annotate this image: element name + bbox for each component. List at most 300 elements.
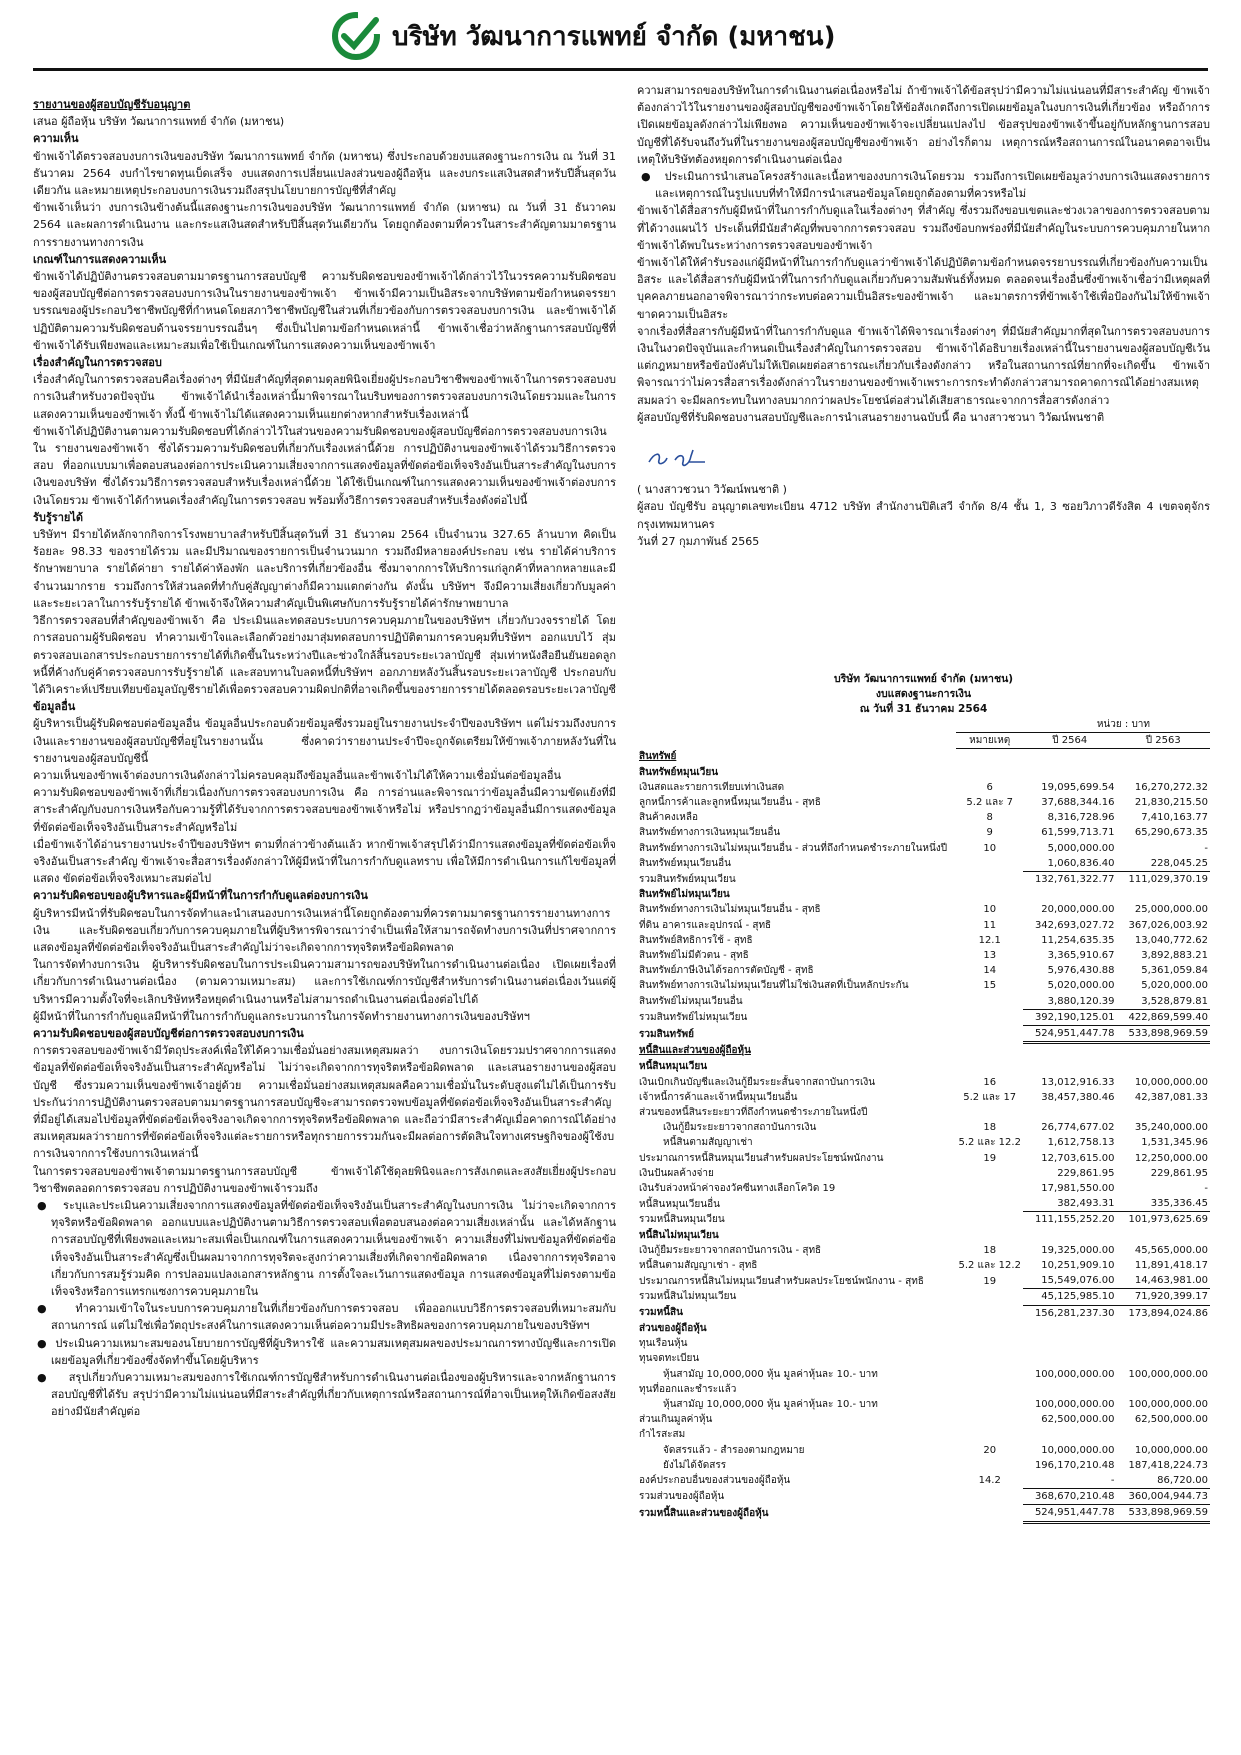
fs-row-note — [956, 1181, 1022, 1196]
fs-row-2563: 367,026,003.92 — [1128, 919, 1208, 931]
fs-row-note — [956, 1026, 1022, 1043]
fs-row — [637, 948, 1210, 963]
fs-row-note — [956, 1321, 1022, 1336]
fs-row-2564: 1,612,758.13 — [1047, 1137, 1115, 1149]
fs-row-2563: 16,270,272.32 — [1134, 781, 1208, 793]
fs-row-2563: 3,892,883.21 — [1141, 950, 1208, 962]
fs-row-label: สินทรัพย์สิทธิการใช้ - สุทธิ — [639, 934, 753, 946]
fs-row-note — [956, 1009, 1022, 1025]
fs-row-label: ส่วนของผู้ถือหุ้น — [639, 1322, 707, 1334]
addressee: เสนอ ผู้ถือหุ้น บริษัท วัฒนาการแพทย์ จำกัด (มหาชน) — [33, 115, 285, 129]
fs-row — [637, 1427, 1210, 1442]
fs-row — [637, 1273, 1210, 1289]
column-header-row — [637, 733, 1210, 749]
fs-row — [637, 1443, 1210, 1458]
fs-row-2563: 101,973,625.69 — [1116, 1212, 1210, 1228]
fs-row-label: สินทรัพย์ไม่หมุนเวียน — [639, 889, 730, 901]
fs-row-2564 — [1023, 1043, 1117, 1060]
fs-row-note — [956, 1305, 1022, 1321]
fs-row-2563: 229,861.95 — [1150, 1167, 1208, 1179]
fs-row-2564: 20,000,000.00 — [1041, 904, 1115, 916]
fs-row — [637, 1196, 1210, 1212]
fs-row-2564: 524,951,447.78 — [1023, 1505, 1117, 1522]
fs-row-note — [956, 1458, 1022, 1473]
fs-row-label: ประมาณการหนี้สินหมุนเวียนสำหรับผลประโยชน์พนักงาน — [639, 1152, 884, 1164]
page-header — [0, 0, 1241, 70]
fs-row-2564 — [1023, 1336, 1117, 1351]
fs-row-2563: 173,894,024.86 — [1116, 1305, 1210, 1321]
fs-row-label: เงินเบิกเกินบัญชีและเงินกู้ยืมระยะสั้นจากสถาบันการเงิน — [639, 1076, 876, 1088]
management-paragraph: ผู้มีหน้าที่ในการกำกับดูแลมีหน้าที่ในการกำกับดูแลกระบวนการในการจัดทำรายงานทางการเงินของบริษัทฯ — [33, 1009, 530, 1023]
fs-row-label: ทุนจดทะเบียน — [639, 1353, 700, 1365]
fs-row — [637, 1075, 1210, 1090]
fs-row — [637, 994, 1210, 1010]
fs-row-2564: 100,000,000.00 — [1034, 1368, 1115, 1380]
fs-row — [637, 963, 1210, 978]
fs-row-2564: 10,251,909.10 — [1041, 1260, 1115, 1272]
fs-row-2563 — [1116, 749, 1210, 765]
fs-row-note: 5.2 และ 12.2 — [958, 1260, 1021, 1272]
fs-row-note: 14.2 — [978, 1475, 1001, 1487]
fs-row — [637, 1105, 1210, 1120]
fs-row-2563: 335,336.45 — [1150, 1198, 1208, 1210]
fs-row-2563: 12,250,000.00 — [1134, 1152, 1208, 1164]
fs-row-note: 5.2 และ 12.2 — [958, 1137, 1021, 1149]
fs-row-2564: 382,493.31 — [1057, 1198, 1115, 1210]
fs-row-2563 — [1116, 1382, 1210, 1397]
fs-row-note: 8 — [986, 812, 993, 824]
fs-row-label: สินทรัพย์ไม่มีตัวตน - สุทธิ — [639, 950, 749, 962]
fs-row-2564 — [1023, 1351, 1117, 1366]
fs-row-note — [956, 1212, 1022, 1228]
auditor-report-left-column — [33, 96, 616, 1421]
fs-row-2563 — [1116, 1228, 1210, 1243]
fs-row-2563: 21,830,215.50 — [1134, 797, 1208, 808]
fs-row-label: สินทรัพย์ภาษีเงินได้รอการตัดบัญชี - สุทธิ — [639, 965, 814, 977]
fs-row-2564: 524,951,447.78 — [1023, 1026, 1117, 1043]
unit-row — [637, 717, 1210, 733]
fs-row-label: หนี้สินตามสัญญาเช่า - สุทธิ — [639, 1260, 758, 1272]
fs-row-note — [956, 1166, 1022, 1181]
fs-row — [637, 1135, 1210, 1150]
fs-row-2563: 25,000,000.00 — [1134, 904, 1208, 916]
fs-row — [637, 749, 1210, 765]
other-information-heading: ข้อมูลอื่น — [33, 700, 76, 714]
fs-row-2564: 3,880,120.39 — [1047, 995, 1115, 1007]
fs-row-label: หนี้สินตามสัญญาเช่า — [663, 1137, 753, 1149]
fs-row-label: เจ้าหนี้การค้าและเจ้าหนี้หมุนเวียนอื่น — [639, 1091, 798, 1103]
fs-row-2563: 35,240,000.00 — [1134, 1122, 1208, 1134]
fs-row-label: ทุนเรือนหุ้น — [639, 1338, 688, 1350]
fs-row-note: 10 — [983, 904, 997, 916]
fs-row-note: 14 — [983, 965, 997, 977]
fs-row-note — [956, 1427, 1022, 1442]
fs-row-note: 9 — [986, 827, 993, 839]
fs-row-note — [956, 856, 1022, 872]
fs-row-2563: 62,500,000.00 — [1134, 1414, 1208, 1426]
fs-row-2563: 533,898,969.59 — [1116, 1505, 1210, 1522]
fs-row-2563: 14,463,981.00 — [1134, 1275, 1208, 1287]
fs-row-2564: 368,670,210.48 — [1023, 1489, 1117, 1505]
fs-row-label: สินทรัพย์ทางการเงินไม่หมุนเวียนอื่น - สุทธิ — [639, 904, 821, 916]
fs-row — [637, 1166, 1210, 1181]
fs-row-label: สินทรัพย์ทางการเงินไม่หมุนเวียนที่ไม่ใช่เงินสดที่เป็นหลักประกัน — [639, 980, 909, 992]
fs-row-label: หนี้สินหมุนเวียนอื่น — [639, 1198, 720, 1210]
fs-row-label: หนี้สินไม่หมุนเวียน — [639, 1229, 719, 1241]
fs-row-2564: 196,170,210.48 — [1034, 1459, 1115, 1471]
auditor-responsibility-heading: ความรับผิดชอบของผู้สอบบัญชีต่อการตรวจสอบงบการเงิน — [33, 1026, 304, 1040]
fs-row-label: เงินกู้ยืมระยะยาวจากสถาบันการเงิน — [663, 1122, 817, 1134]
fs-row-2563: 10,000,000.00 — [1134, 1444, 1208, 1456]
fs-row-2564: 13,012,916.33 — [1041, 1076, 1115, 1088]
fs-row-note — [956, 749, 1022, 765]
fs-row-label: รวมหนี้สิน — [639, 1307, 683, 1319]
fs-row-label: เงินรับล่วงหน้าค่าจองวัคซีนทางเลือกโควิด 19 — [639, 1183, 836, 1195]
fs-row-note — [956, 1289, 1022, 1305]
fs-row — [637, 1336, 1210, 1351]
fs-row — [637, 841, 1210, 856]
balance-sheet-table — [637, 717, 1210, 1524]
fs-row-label: สินทรัพย์ทางการเงินหมุนเวียนอื่น — [639, 827, 781, 839]
fs-row-2563: 11,891,418.17 — [1134, 1260, 1208, 1272]
basis-paragraph: ข้าพเจ้าได้ปฏิบัติงานตรวจสอบตามมาตรฐานการสอบบัญชี ความรับผิดชอบของข้าพเจ้าได้กล่าวไว้ในวรรคความรับผิดชอบของผู้สอบบัญชีต่อการตรวจสอบงบการเงินในรายงานของข้าพเจ้า ข้าพเจ้ามีความเป็นอิสระจากบริษัทตามข้อกำหนดจรรยาบรรณของผู้ประกอบวิชาชีพบัญชีที่กำหนดโดยสภาวิชาชีพบัญชีในส่วนที่เกี่ยวข้องกับการตรวจสอบงบการเงิน และข้าพเจ้าได้ปฏิบัติตามความรับผิดชอบด้านจรรยาบรรณอื่นๆ ซึ่งเป็นไปตามข้อกำหนดเหล่านี้ ข้าพเจ้าเชื่อว่าหลักฐานการสอบบัญชีที่ข้าพเจ้าได้รับเพียงพอและเหมาะสมเพื่อใช้เป็นเกณฑ์ในการแสดงความเห็นของข้าพเจ้า — [33, 270, 616, 352]
fs-row — [637, 933, 1210, 948]
fs-row-2564: 19,095,699.54 — [1041, 781, 1115, 793]
fs-row-2563: 422,869,599.40 — [1116, 1009, 1210, 1025]
fs-row-2563: 7,410,163.77 — [1141, 812, 1208, 824]
fs-row-2564: 132,761,322.77 — [1023, 872, 1117, 888]
fs-row-note: 20 — [983, 1444, 997, 1456]
signature-block — [637, 440, 1210, 550]
fs-row-note: 12.1 — [978, 934, 1001, 946]
fs-row-2564 — [1023, 1321, 1117, 1336]
opinion-heading: ความเห็น — [33, 132, 79, 146]
fs-row — [637, 780, 1210, 795]
fs-row-2563: 13,040,772.62 — [1134, 934, 1208, 946]
fs-row-2564 — [1023, 1382, 1117, 1397]
fs-row-2564: 8,316,728.96 — [1047, 812, 1115, 824]
fs-row-2564: 11,254,635.35 — [1041, 934, 1115, 946]
engagement-partner: ผู้สอบบัญชีที่รับผิดชอบงานสอบบัญชีและการนำเสนอรายงานฉบับนี้ คือ นางสาวชวนา วิวัฒน์พนชาติ — [637, 410, 1105, 424]
fs-row-2564: 38,457,380.46 — [1041, 1091, 1115, 1103]
fs-row — [637, 1473, 1210, 1489]
fs-row — [637, 1489, 1210, 1505]
fs-row-note — [956, 887, 1022, 902]
auditor-paragraph: การตรวจสอบของข้าพเจ้ามีวัตถุประสงค์เพื่อให้ได้ความเชื่อมั่นอย่างสมเหตุสมผลว่า งบการเงินโดยรวมปราศจากการแสดงข้อมูลที่ขัดต่อข้อเท็จจริงอันเป็นสาระสำคัญหรือไม่ ไม่ว่าจะเกิดจากการทุจริตหรือข้อผิดพลาด และเสนอรายงานของผู้สอบบัญชี ซึ่งรวมความเห็นของข้าพเจ้าอยู่ด้วย ความเชื่อมั่นอย่างสมเหตุสมผลคือความเชื่อมั่นในระดับสูงแต่ไม่ได้เป็นการรับประกันว่าการปฏิบัติงานตรวจสอบตามมาตรฐานการสอบบัญชีจะสามารถตรวจพบข้อมูลที่ขัดต่อข้อเท็จจริงอันเป็นสาระสำคัญที่มีอยู่ได้เสมอไปข้อมูลที่ขัดต่อข้อเท็จจริงอาจเกิดจากการทุจริตหรือข้อผิดพลาด และถือว่ามีสาระสำคัญเมื่อคาดการณ์ได้อย่างสมเหตุสมผลว่ารายการที่ขัดต่อข้อเท็จจริงแต่ละรายการหรือทุกรายการรวมกันจะมีผลต่อการตัดสินใจทางเศรษฐกิจของผู้ใช้งบการเงินจากการใช้งบการเงินเหล่านี้ — [33, 1044, 616, 1161]
fs-row — [637, 1258, 1210, 1273]
fs-row-label: สินทรัพย์หมุนเวียนอื่น — [639, 858, 731, 870]
management-responsibility-heading: ความรับผิดชอบของผู้บริหารและผู้มีหน้าที่ในการกำกับดูแลต่องบการเงิน — [33, 889, 368, 903]
fs-row — [637, 1367, 1210, 1382]
fs-row-label: สินค้าคงเหลือ — [639, 812, 698, 824]
fs-row — [637, 795, 1210, 810]
fs-row — [637, 1305, 1210, 1321]
fs-row-2563 — [1116, 1059, 1210, 1074]
company-logo-icon — [330, 10, 382, 62]
fs-row-note — [956, 1397, 1022, 1412]
fs-row-2563: - — [1204, 842, 1208, 854]
fs-row-2563 — [1116, 1105, 1210, 1120]
fs-row-label: กำไรสะสม — [639, 1429, 686, 1441]
fs-row-label: สินทรัพย์ไม่หมุนเวียนอื่น — [639, 995, 743, 1007]
fs-row-note — [956, 1196, 1022, 1212]
revenue-heading: รับรู้รายได้ — [33, 510, 84, 524]
fs-row — [637, 1026, 1210, 1043]
fs-row-2564 — [1023, 1059, 1117, 1074]
fs-row-2564: 26,774,677.02 — [1041, 1122, 1115, 1134]
fs-row-2564: 342,693,027.72 — [1034, 919, 1115, 931]
fs-row-label: ทุนที่ออกและชำระแล้ว — [639, 1383, 737, 1395]
fs-row-label: หนี้สินและส่วนของผู้ถือหุ้น — [639, 1045, 751, 1057]
fs-row-2564: 392,190,125.01 — [1023, 1009, 1117, 1025]
fs-row-label: รวมหนี้สินหมุนเวียน — [639, 1214, 725, 1226]
auditor-signature — [645, 444, 715, 472]
fs-row — [637, 1412, 1210, 1427]
fs-row-note — [956, 994, 1022, 1010]
fs-row-2564: 37,688,344.16 — [1041, 797, 1115, 808]
col-2563-header: ปี 2563 — [1116, 733, 1210, 749]
fs-row-2564: 229,861.95 — [1057, 1167, 1115, 1179]
other-info-paragraph: ผู้บริหารเป็นผู้รับผิดชอบต่อข้อมูลอื่น ข้อมูลอื่นประกอบด้วยข้อมูลซึ่งรวมอยู่ในรายงานประจำปีของบริษัทฯ แต่ไม่รวมถึงงบการเงินและรายงานของผู้สอบบัญชีที่อยู่ในรายงานนั้น ซึ่งคาดว่ารายงานประจำปีจะถูกจัดเตรียมให้ข้าพเจ้าภายหลังวันที่ในรายงานของผู้สอบบัญชีนี้ — [33, 717, 616, 765]
fs-row — [637, 1289, 1210, 1305]
fs-title: งบแสดงฐานะการเงิน — [875, 688, 972, 700]
fs-row-label: องค์ประกอบอื่นของส่วนของผู้ถือหุ้น — [639, 1475, 791, 1487]
fs-row-label: รวมหนี้สินไม่หมุนเวียน — [639, 1291, 737, 1303]
fs-row-note — [956, 1505, 1022, 1522]
fs-row-2564: 61,599,713.71 — [1041, 827, 1115, 839]
key-audit-matters-heading: เรื่องสำคัญในการตรวจสอบ — [33, 356, 162, 370]
fs-row-note — [956, 1382, 1022, 1397]
bullet-item: ● ทำความเข้าใจในระบบการควบคุมภายในที่เกี่ยวข้องกับการตรวจสอบ เพื่อออกแบบวิธีการตรวจสอบที่เหมาะสมกับสถานการณ์ แต่ไม่ใช่เพื่อวัตถุประสงค์ในการแสดงความเห็นต่อความมีประสิทธิผลของการควบคุมภายในของบริษัทฯ — [37, 1302, 616, 1333]
fs-row-note: 18 — [983, 1122, 997, 1134]
fs-row-note: 5.2 และ 17 — [963, 1091, 1017, 1103]
fs-row — [637, 1321, 1210, 1336]
fs-row-2563: 1,531,345.96 — [1141, 1137, 1208, 1149]
fs-row-2564: 45,125,985.10 — [1023, 1289, 1117, 1305]
fs-row-2563: 3,528,879.81 — [1141, 995, 1208, 1007]
fs-row — [637, 1181, 1210, 1196]
fs-row-note — [956, 1367, 1022, 1382]
fs-row-2564: 156,281,237.30 — [1023, 1305, 1117, 1321]
management-paragraph: ผู้บริหารมีหน้าที่รับผิดชอบในการจัดทำและนำเสนองบการเงินเหล่านี้โดยถูกต้องตามที่ควรตามมาตรฐานการรายงานทางการเงิน และรับผิดชอบเกี่ยวกับการควบคุมภายในที่ผู้บริหารพิจารณาว่าจำเป็นเพื่อให้สามารถจัดทำงบการเงินที่ปราศจากการแสดงข้อมูลที่ขัดต่อข้อเท็จจริงอันเป็นสาระสำคัญไม่ว่าจะเกิดจากการทุจริตหรือข้อผิดพลาด — [33, 906, 616, 954]
fs-date: ณ วันที่ 31 ธันวาคม 2564 — [859, 703, 988, 715]
revenue-paragraph: บริษัทฯ มีรายได้หลักจากกิจการโรงพยาบาลสำหรับปีสิ้นสุดวันที่ 31 ธันวาคม 2564 เป็นจำนวน 327.65 ล้านบาท คิดเป็นร้อยละ 98.33 ของรายได้รวม และมีปริมาณของรายการเป็นจำนวนมาก รวมถึงมีหลายองค์ประกอบ เช่น รายได้ค่าบริการรักษาพยาบาล รายได้ค่ายา รายได้ค่าห้องพัก และบริการที่เกี่ยวข้องอื่น ซึ่งมาจากการให้บริการแก่ลูกค้าที่หลากหลายและมีจำนวนมากราย รวมถึงการให้ส่วนลดที่ทำกับคู่สัญญาต่างก็มีความแตกต่างกัน ดังนั้น บริษัทฯ จึงมีความเสี่ยงเกี่ยวกับมูลค่าและระยะเวลาในการรับรู้รายได้ ข้าพเจ้าจึงให้ความสำคัญเป็นพิเศษกับการรับรู้รายได้ค่ารักษาพยาบาล — [33, 528, 616, 610]
fs-row-label: หุ้นสามัญ 10,000,000 หุ้น มูลค่าหุ้นละ 10.- บาท — [663, 1368, 878, 1380]
fs-row — [637, 1505, 1210, 1522]
auditor-paragraph: ในการตรวจสอบของข้าพเจ้าตามมาตรฐานการสอบบัญชี ข้าพเจ้าได้ใช้ดุลยพินิจและการสังเกตและสงสัยเยี่ยงผู้ประกอบวิชาชีพตลอดการตรวจสอบ การปฏิบัติงานของข้าพเจ้ารวมถึง — [33, 1164, 616, 1195]
fs-row-2563 — [1116, 1351, 1210, 1366]
opinion-paragraph: ข้าพเจ้าเห็นว่า งบการเงินข้างต้นนี้แสดงฐานะการเงินของบริษัท วัฒนาการแพทย์ จำกัด (มหาชน) ณ วันที่ 31 ธันวาคม 2564 และผลการดำเนินงาน และกระแสเงินสดสำหรับปีสิ้นสุดวันเดียวกัน โดยถูกต้องตามที่ควรในสาระสำคัญตามมาตรฐานการรายงานทางการเงิน — [33, 201, 616, 249]
fs-row-2564 — [1023, 1427, 1117, 1442]
revenue-paragraph: วิธีการตรวจสอบที่สำคัญของข้าพเจ้า คือ ประเมินและทดสอบระบบการควบคุมภายในของบริษัทฯ เกี่ยวกับวงจรรายได้ โดยการสอบถามผู้รับผิดชอบ ทำความเข้าใจและเลือกตัวอย่างมาสุ่มทดสอบการปฏิบัติตามการควบคุมที่บริษัทฯ ออกแบบไว้ สุ่มตรวจสอบเอกสารประกอบรายการรายได้ที่เกิดขึ้นในระหว่างปีและช่วงใกล้สิ้นรอบระยะเวลาบัญชี สุ่มเท่าหนังสือยืนยันยอดลูกหนี้ที่ค้างกับคู่ค้าตรวจสอบการรับรู้รายได้ และสอบทานใบลดหนี้ที่บริษัทฯ ออกภายหลังวันสิ้นรอบระยะเวลาบัญชี ประกอบกับได้วิเคราะห์เปรียบเทียบข้อมูลบัญชีรายได้เพื่อตรวจสอบความผิดปกติที่อาจเกิดขึ้นของรายการรายได้ตลอดรอบระยะเวลาบัญชี — [33, 614, 616, 696]
fs-row-2563: 45,565,000.00 — [1134, 1244, 1208, 1256]
fs-row — [637, 1151, 1210, 1166]
fs-row — [637, 1043, 1210, 1060]
fs-row — [637, 1397, 1210, 1412]
fs-row-2563: 360,004,944.73 — [1116, 1489, 1210, 1505]
fs-row-note: 6 — [986, 781, 993, 793]
fs-row-note: 16 — [983, 1076, 997, 1088]
fs-row-2564: 17,981,550.00 — [1041, 1183, 1115, 1195]
bullet-item: ● ระบุและประเมินความเสี่ยงจากการแสดงข้อมูลที่ขัดต่อข้อเท็จจริงอันเป็นสาระสำคัญในงบการเงิน ไม่ว่าจะเกิดจากการทุจริตหรือข้อผิดพลาด ออกแบบและปฏิบัติงานตามวิธีการตรวจสอบเพื่อตอบสนองต่อความเสี่ยงเหล่านั้น และได้หลักฐานการสอบบัญชีที่เพียงพอและเหมาะสมเพื่อเป็นเกณฑ์ในการแสดงความเห็นของข้าพเจ้า ความเสี่ยงที่ไม่พบข้อมูลที่ขัดต่อข้อเท็จจริงอันเป็นสาระสำคัญซึ่งเป็นผลมาจากการทุจริตจะสูงกว่าความเสี่ยงที่เกิดจากข้อผิดพลาด เนื่องจากการทุจริตอาจเกี่ยวกับการสมรู้ร่วมคิด การปลอมแปลงเอกสารหลักฐาน การตั้งใจละเว้นการแสดงข้อมูล การแสดงข้อมูลที่ไม่ตรงตามข้อเท็จจริงหรือการแทรกแซงการควบคุมภายใน — [37, 1199, 616, 1299]
fs-row-label: ลูกหนี้การค้าและลูกหนี้หมุนเวียนอื่น - สุทธิ — [639, 797, 821, 808]
opinion-paragraph: ข้าพเจ้าได้ตรวจสอบงบการเงินของบริษัท วัฒนาการแพทย์ จำกัด (มหาชน) ซึ่งประกอบด้วยงบแสดงฐานะการเงิน ณ วันที่ 31 ธันวาคม 2564 งบกำไรขาดทุนเบ็ดเสร็จ งบแสดงการเปลี่ยนแปลงส่วนของผู้ถือหุ้น และงบกระแสเงินสดสำหรับปีสิ้นสุดวันเดียวกัน และหมายเหตุประกอบงบการเงินรวมถึงสรุปนโยบายการบัญชีที่สำคัญ — [33, 149, 616, 198]
fs-row — [637, 1458, 1210, 1473]
fs-row — [637, 856, 1210, 872]
report-title: รายงานของผู้สอบบัญชีรับอนุญาต — [33, 98, 191, 111]
fs-row-2564 — [1023, 1105, 1117, 1120]
going-concern-paragraph: ความสามารถของบริษัทในการดำเนินงานต่อเนื่องหรือไม่ ถ้าข้าพเจ้าได้ข้อสรุปว่ามีความไม่แน่นอนที่มีสาระสำคัญ ข้าพเจ้าต้องกล่าวไว้ในรายงานของผู้สอบบัญชีของข้าพเจ้าโดยให้ข้อสังเกตถึงการเปิดเผยข้อมูลในงบการเงินที่เกี่ยวข้อง หรือถ้าการเปิดเผยข้อมูลดังกล่าวไม่เพียงพอ ความเห็นของข้าพเจ้าจะเปลี่ยนแปลงไป ข้อสรุปของข้าพเจ้าขึ้นอยู่กับหลักฐานการสอบบัญชีที่ได้รับจนถึงวันที่ในรายงานของผู้สอบบัญชีของข้าพเจ้า อย่างไรก็ตาม เหตุการณ์หรือสถานการณ์ในอนาคตอาจเป็นเหตุให้บริษัทต้องหยุดการดำเนินงานต่อเนื่อง — [637, 84, 1210, 166]
fs-row-label: ส่วนเกินมูลค่าหุ้น — [639, 1414, 713, 1426]
fs-row-2563: 100,000,000.00 — [1128, 1368, 1208, 1380]
fs-row — [637, 765, 1210, 780]
fs-row — [637, 825, 1210, 840]
fs-row-2564: 100,000,000.00 — [1034, 1398, 1115, 1410]
fs-row-2564: 62,500,000.00 — [1041, 1414, 1115, 1426]
fs-row-2564: 1,060,836.40 — [1047, 857, 1115, 869]
fs-row-2563 — [1116, 1427, 1210, 1442]
bullet-item: ● ประเมินการนำเสนอโครงสร้างและเนื้อหาของงบการเงินโดยรวม รวมถึงการเปิดเผยข้อมูลว่างบการเงินแสดงรายการและเหตุการณ์ในรูปแบบที่ทำให้มีการนำเสนอข้อมูลโดยถูกต้องตามที่ควรหรือไม่ — [641, 170, 1210, 201]
signer-details: ผู้สอบ บัญชีรับ อนุญาตเลขทะเบียน 4712 บริษัท สำนักงานปิติเสวี จำกัด 8/4 ชั้น 1, 3 ซอยวิภาวดีรังสิต 4 เขตจตุจักร กรุงเทพมหานคร — [637, 500, 1210, 531]
fs-row-2563: 533,898,969.59 — [1116, 1026, 1210, 1043]
balance-sheet — [637, 672, 1210, 1524]
fs-row-2564: 10,000,000.00 — [1041, 1444, 1115, 1456]
fs-row — [637, 918, 1210, 933]
fs-row-2564: 3,365,910.67 — [1047, 950, 1115, 962]
fs-row-2564 — [1023, 749, 1117, 765]
fs-row-note: 18 — [983, 1244, 997, 1256]
bullet-item: ● ประเมินความเหมาะสมของนโยบายการบัญชีที่ผู้บริหารใช้ และความสมเหตุสมผลของประมาณการทางบัญชีและการเปิดเผยข้อมูลที่เกี่ยวข้องซึ่งจัดทำขึ้นโดยผู้บริหาร — [37, 1336, 616, 1367]
fs-row-note — [956, 1228, 1022, 1243]
report-date: วันที่ 27 กุมภาพันธ์ 2565 — [637, 534, 760, 548]
fs-row-2563: 71,920,399.17 — [1116, 1289, 1210, 1305]
fs-row-2564 — [1023, 765, 1117, 780]
fs-row-2564: 5,976,430.88 — [1047, 965, 1115, 977]
fs-row-2563 — [1116, 1336, 1210, 1351]
fs-row-label: ประมาณการหนี้สินไม่หมุนเวียนสำหรับผลประโยชน์พนักงาน - สุทธิ — [639, 1275, 924, 1287]
auditor-report-right-column — [637, 82, 1210, 550]
fs-row-label: รวมหนี้สินและส่วนของผู้ถือหุ้น — [639, 1507, 769, 1519]
fs-row-2563: 42,387,081.33 — [1134, 1091, 1208, 1103]
fs-row-label: เงินสดและรายการเทียบเท่าเงินสด — [639, 781, 785, 793]
fs-row-2563: 86,720.00 — [1157, 1474, 1208, 1486]
fs-row-note: 19 — [983, 1275, 997, 1287]
fs-row-label: รวมส่วนของผู้ถือหุ้น — [639, 1491, 725, 1503]
kam-paragraph: เรื่องสำคัญในการตรวจสอบคือเรื่องต่างๆ ที่มีนัยสำคัญที่สุดตามดุลยพินิจเยี่ยงผู้ประกอบวิชาชีพของข้าพเจ้าในการตรวจสอบงบการเงินสำหรับงวดปัจจุบัน ข้าพเจ้าได้นำเรื่องเหล่านี้มาพิจารณาในบริบทของการตรวจสอบงบการเงินโดยรวมและในการแสดงความเห็นของข้าพเจ้า ทั้งนี้ ข้าพเจ้าไม่ได้แสดงความเห็นแยกต่างหากสำหรับเรื่องเหล่านี้ — [33, 373, 616, 421]
fs-row-2563: 228,045.25 — [1150, 857, 1208, 869]
fs-company: บริษัท วัฒนาการแพทย์ จำกัด (มหาชน) — [833, 673, 1014, 685]
fs-row-2564 — [1023, 887, 1117, 902]
fs-row-note: 19 — [983, 1152, 997, 1164]
fs-row — [637, 1212, 1210, 1228]
fs-row-note — [956, 1336, 1022, 1351]
fs-row-label: รวมสินทรัพย์ — [639, 1028, 694, 1040]
fs-row-2563: 5,020,000.00 — [1141, 980, 1208, 992]
fs-row-label: รวมสินทรัพย์ไม่หมุนเวียน — [639, 1011, 748, 1023]
fs-row-label: จัดสรรแล้ว - สำรองตามกฎหมาย — [663, 1444, 805, 1456]
fs-row — [637, 902, 1210, 917]
fs-row-note: 10 — [983, 842, 997, 854]
header-divider — [33, 68, 1208, 71]
fs-row-label: เงินกู้ยืมระยะยาวจากสถาบันการเงิน - สุทธิ — [639, 1244, 822, 1256]
fs-row-2564: 5,000,000.00 — [1047, 842, 1115, 854]
unit-label: หน่วย : บาท — [1096, 719, 1150, 730]
fs-row-label: หนี้สินหมุนเวียน — [639, 1061, 708, 1073]
fs-row-2563: 10,000,000.00 — [1134, 1076, 1208, 1088]
fs-row-2564: 19,325,000.00 — [1041, 1244, 1115, 1256]
fs-row — [637, 978, 1210, 993]
fs-row — [637, 1382, 1210, 1397]
fs-row — [637, 872, 1210, 888]
fs-row — [637, 810, 1210, 825]
col-note-header: หมายเหตุ — [956, 733, 1022, 749]
fs-row-2564: 5,020,000.00 — [1047, 980, 1115, 992]
fs-row-2564: 111,155,252.20 — [1023, 1212, 1117, 1228]
fs-row-note — [956, 1043, 1022, 1060]
kam-paragraph: ข้าพเจ้าได้ปฏิบัติงานตามความรับผิดชอบที่ได้กล่าวไว้ในส่วนของความรับผิดชอบของผู้สอบบัญชีต่อการตรวจสอบงบการเงินใน รายงานของข้าพเจ้า ซึ่งได้รวมความรับผิดชอบที่เกี่ยวกับเรื่องเหล่านี้ด้วย การปฏิบัติงานของข้าพเจ้าได้รวมวิธีการตรวจสอบ ที่ออกแบบมาเพื่อตอบสนองต่อการประเมินความเสี่ยงจากการแสดงข้อมูลที่ขัดต่อข้อเท็จจริงอันเป็นสาระสำคัญในงบการเงินของบริษัท ซึ่งได้รวมวิธีการตรวจสอบสำหรับเรื่องเหล่านี้ด้วย ได้ใช้เป็นเกณฑ์ในการแสดงความเห็นของข้าพเจ้าต่องบการเงินโดยรวม ข้าพเจ้าได้กำหนดเรื่องสำคัญในการตรวจสอบ พร้อมทั้งวิธีการตรวจสอบสำหรับเรื่องดังต่อไปนี้ — [33, 424, 616, 507]
independence-paragraph: ข้าพเจ้าได้ให้คำรับรองแก่ผู้มีหน้าที่ในการกำกับดูแลว่าข้าพเจ้าได้ปฏิบัติตามข้อกำหนดจรรยาบรรณที่เกี่ยวข้องกับความเป็นอิสระ และได้สื่อสารกับผู้มีหน้าที่ในการกำกับดูแลเกี่ยวกับความสัมพันธ์ทั้งหมด ตลอดจนเรื่องอื่นซึ่งข้าพเจ้าเชื่อว่ามีเหตุผลที่บุคคลภายนอกอาจพิจารณาว่ากระทบต่อความเป็นอิสระของข้าพเจ้า และมาตรการที่ข้าพเจ้าใช้เพื่อป้องกันไม่ให้ข้าพเจ้าขาดความเป็นอิสระ — [637, 256, 1210, 321]
fs-row-2563: 100,000,000.00 — [1128, 1398, 1208, 1410]
fs-row-2564: 12,703,615.00 — [1041, 1152, 1115, 1164]
communication-paragraph: ข้าพเจ้าได้สื่อสารกับผู้มีหน้าที่ในการกำกับดูแลในเรื่องต่างๆ ที่สำคัญ ซึ่งรวมถึงขอบเขตและช่วงเวลาของการตรวจสอบตามที่ได้วางแผนไว้ ประเด็นที่มีนัยสำคัญที่พบจากการตรวจสอบ รวมถึงข้อบกพร่องที่มีนัยสำคัญในระบบการควบคุมภายในหากข้าพเจ้าได้พบในระหว่างการตรวจสอบของข้าพเจ้า — [637, 204, 1210, 252]
management-paragraph: ในการจัดทำงบการเงิน ผู้บริหารรับผิดชอบในการประเมินความสามารถของบริษัทในการดำเนินงานต่อเนื่อง เปิดเผยเรื่องที่เกี่ยวกับการดำเนินงานต่อเนื่อง (ตามความเหมาะสม) และการใช้เกณฑ์การบัญชีสำหรับการดำเนินงานต่อเนื่องเว้นแต่ผู้บริหารมีความตั้งใจที่จะเลิกบริษัทหรือหยุดดำเนินงานหรือไม่สามารถดำเนินงานต่อเนื่องต่อไปได้ — [33, 958, 616, 1006]
fs-row-2563: 65,290,673.35 — [1134, 827, 1208, 839]
fs-row — [637, 1009, 1210, 1025]
fs-row-note — [956, 1059, 1022, 1074]
fs-row-note: 13 — [983, 950, 997, 962]
fs-row-note: 11 — [983, 919, 997, 931]
fs-row — [637, 887, 1210, 902]
fs-row-2563: 187,418,224.73 — [1128, 1459, 1208, 1471]
fs-row-label: รวมสินทรัพย์หมุนเวียน — [639, 873, 736, 885]
fs-row-2563 — [1116, 1321, 1210, 1336]
fs-row-2563: 111,029,370.19 — [1116, 872, 1210, 888]
other-info-paragraph: ความเห็นของข้าพเจ้าต่องบการเงินดังกล่าวไม่ครอบคลุมถึงข้อมูลอื่นและข้าพเจ้าไม่ได้ให้ความเชื่อมั่นต่อข้อมูลอื่น — [33, 768, 562, 782]
basis-heading: เกณฑ์ในการแสดงความเห็น — [33, 252, 167, 266]
fs-row-label: ที่ดิน อาคารและอุปกรณ์ - สุทธิ — [639, 919, 772, 931]
company-name: บริษัท วัฒนาการแพทย์ จำกัด (มหาชน) — [392, 22, 836, 52]
fs-row — [637, 1059, 1210, 1074]
fs-row-label: หุ้นสามัญ 10,000,000 หุ้น มูลค่าหุ้นละ 10.- บาท — [663, 1398, 878, 1410]
fs-row-2563 — [1116, 887, 1210, 902]
fs-row-note: 5.2 และ 7 — [966, 797, 1013, 808]
fs-row — [637, 1090, 1210, 1105]
fs-row-label: สินทรัพย์ — [639, 751, 677, 763]
fs-row-note — [956, 1105, 1022, 1120]
fs-row-note — [956, 872, 1022, 888]
fs-row-2564: 15,549,076.00 — [1041, 1275, 1115, 1287]
fs-row — [637, 1228, 1210, 1243]
other-info-paragraph: เมื่อข้าพเจ้าได้อ่านรายงานประจำปีของบริษัทฯ ตามที่กล่าวข้างต้นแล้ว หากข้าพเจ้าสรุปได้ว่ามีการแสดงข้อมูลที่ขัดต่อข้อเท็จจริงอันเป็นสาระสำคัญ ข้าพเจ้าจะสื่อสารเรื่องดังกล่าวให้ผู้มีหน้าที่ในการกำกับดูแลทราบ เพื่อให้มีการดำเนินการแก้ไขข้อมูลที่แสดง ขัดต่อข้อเท็จจริงเหมาะสมต่อไป — [33, 837, 616, 886]
fs-row-label: ส่วนของหนี้สินระยะยาวที่ถึงกำหนดชำระภายในหนึ่งปี — [639, 1107, 868, 1119]
fs-row-note — [956, 1489, 1022, 1505]
fs-row — [637, 1243, 1210, 1258]
fs-row-note — [956, 765, 1022, 780]
fs-row-2563 — [1116, 765, 1210, 780]
fs-row-note: 15 — [983, 980, 997, 992]
fs-row — [637, 1120, 1210, 1135]
fs-row-note — [956, 1412, 1022, 1427]
fs-row-label: ยังไม่ได้จัดสรร — [663, 1459, 727, 1471]
bullet-item: ● สรุปเกี่ยวกับความเหมาะสมของการใช้เกณฑ์การบัญชีสำหรับการดำเนินงานต่อเนื่องของผู้บริหารและจากหลักฐานการสอบบัญชีที่ได้รับ สรุปว่ามีความไม่แน่นอนที่มีสาระสำคัญที่เกี่ยวกับเหตุการณ์หรือสถานการณ์ที่อาจเป็นเหตุให้เกิดข้อสงสัยอย่างมีนัยสำคัญต่อ — [37, 1371, 616, 1419]
fs-row-2563 — [1116, 1043, 1210, 1060]
fs-row-2564: - — [1110, 1474, 1115, 1486]
fs-row-note — [956, 1351, 1022, 1366]
col-2564-header: ปี 2564 — [1023, 733, 1117, 749]
fs-row-label: เงินปันผลค้างจ่าย — [639, 1167, 714, 1179]
fs-row-2563: 5,361,059.84 — [1141, 965, 1208, 977]
fs-row-2564 — [1023, 1228, 1117, 1243]
